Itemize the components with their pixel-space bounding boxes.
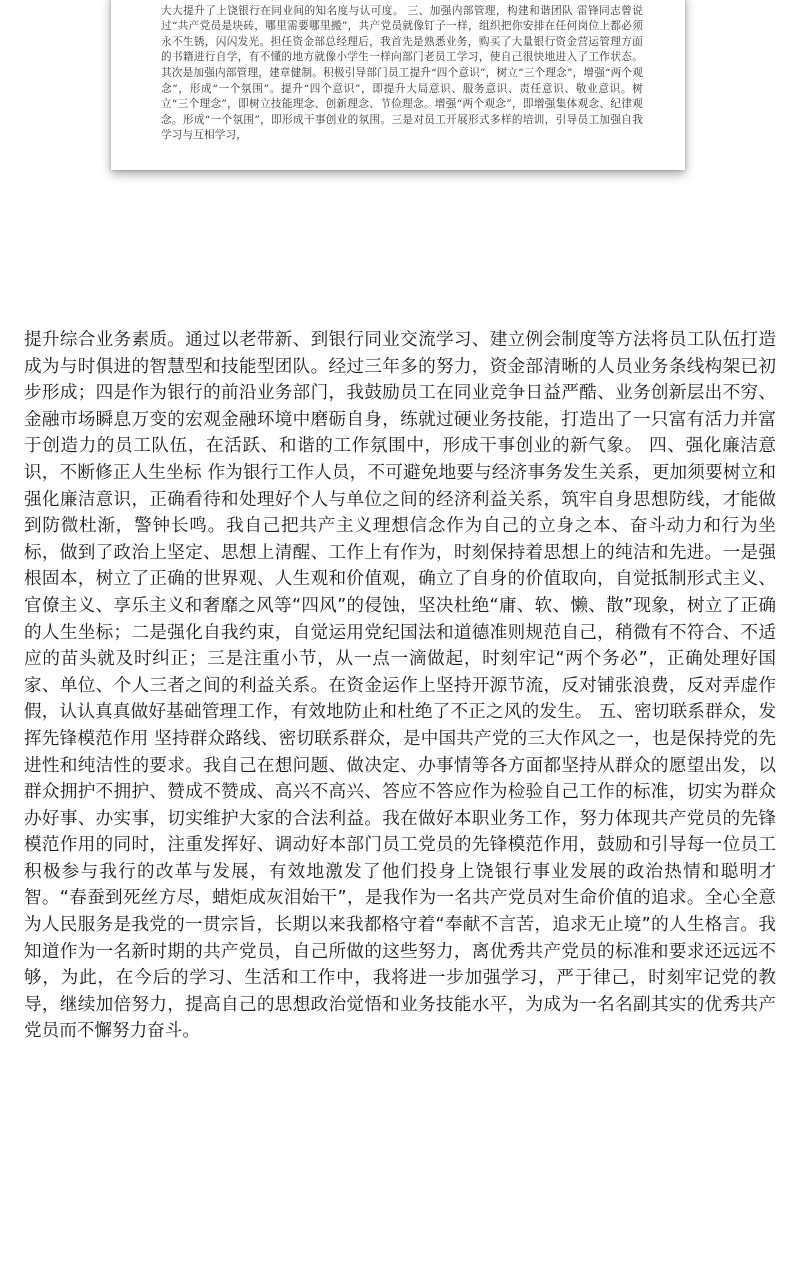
thumbnail-paragraph: 大大提升了上饶银行在同业间的知名度与认可度。 三、加强内部管理，构建和谐团队 雷锋同志曾说过“共产党员是块砖，哪里需要哪里搬”，共产党员就像钉子一样，组织把你安排在任何岗位上都必须永不生锈，闪闪发光。担任资金部总经理后，我首先是熟悉业务，购买了大量银行资金营运管理方面的书籍进行自学，有不懂的地方就像小学生一样向部门老员工学习，使自己很快地进入了工作状态。其次是加强内部管理，建章健制。积极引导部门员工提升“四个意识”，树立“三个理念”，增强“两个观念”，形成“一个氛围”。提升“四个意识”，即提升大局意识、服务意识、责任意识、敬业意识。树立“三个理念”，即树立技能理念、创新理念、节俭理念。增强“两个观念”，即增强集体观念、纪律观念。形成“一个氛围”，即形成干事创业的氛围。三是对员工开展形式多样的培训，引导员工加强自我学习与互相学习，	[161, 4, 643, 142]
article-paragraph: 提升综合业务素质。通过以老带新、到银行同业交流学习、建立例会制度等方法将员工队伍打造成为与时俱进的智慧型和技能型团队。经过三年多的努力，资金部清晰的人员业务条线构架已初步形成；四是作为银行的前沿业务部门，我鼓励员工在同业竞争日益严酷、业务创新层出不穷、金融市场瞬息万变的宏观金融环境中磨砺自身，练就过硬业务技能，打造出了一只富有活力并富于创造力的员工队伍，在活跃、和谐的工作氛围中，形成干事创业的新气象。 四、强化廉洁意识，不断修正人生坐标 作为银行工作人员，不可避免地要与经济事务发生关系，更加须要树立和强化廉洁意识，正确看待和处理好个人与单位之间的经济利益关系，筑牢自身思想防线，才能做到防微杜渐，警钟长鸣。我自己把共产主义理想信念作为自己的立身之本、奋斗动力和行为坐标，做到了政治上坚定、思想上清醒、工作上有作为，时刻保持着思想上的纯洁和先进。一是强根固本，树立了正确的世界观、人生观和价值观，确立了自身的价值取向，自觉抵制形式主义、官僚主义、享乐主义和奢靡之风等“四风”的侵蚀，坚决杜绝“庸、软、懒、散”现象，树立了正确的人生坐标；二是强化自我约束，自觉运用党纪国法和道德准则规范自己，稍微有不符合、不适应的苗头就及时纠正；三是注重小节，从一点一滴做起，时刻牢记“两个务必”，正确处理好国家、单位、个人三者之间的利益关系。在资金运作上坚持开源节流，反对铺张浪费，反对弄虚作假，认认真真做好基础管理工作，有效地防止和杜绝了不正之风的发生。 五、密切联系群众，发挥先锋模范作用 坚持群众路线、密切联系群众，是中国共产党的三大作风之一，也是保持党的先进性和纯洁性的要求。我自己在想问题、做决定、办事情等各方面都坚持从群众的愿望出发，以群众拥护不拥护、赞成不赞成、高兴不高兴、答应不答应作为检验自己工作的标准，切实为群众办好事、办实事，切实维护大家的合法利益。我在做好本职业务工作，努力体现共产党员的先锋模范作用的同时，注重发挥好、调动好本部门员工党员的先锋模范作用，鼓励和引导每一位员工积极参与我行的改革与发展，有效地激发了他们投身上饶银行事业发展的政治热情和聪明才智。“春蚕到死丝方尽，蜡炬成灰泪始干”，是我作为一名共产党员对生命价值的追求。全心全意为人民服务是我党的一贯宗旨，长期以来我都格守着“奉献不言苦，追求无止境”的人生格言。我知道作为一名新时期的共产党员，自己所做的这些努力，离优秀共产党员的标准和要求还远远不够，为此，在今后的学习、生活和工作中，我将进一步加强学习，严于律己，时刻牢记党的教导，继续加倍努力，提高自己的思想政治觉悟和业务技能水平，为成为一名名副其实的优秀共产党员而不懈努力奋斗。	[24, 330, 776, 1042]
article-body	[24, 327, 776, 1045]
thumbnail-text-block	[161, 0, 643, 144]
document-page-thumbnail	[111, 0, 685, 170]
